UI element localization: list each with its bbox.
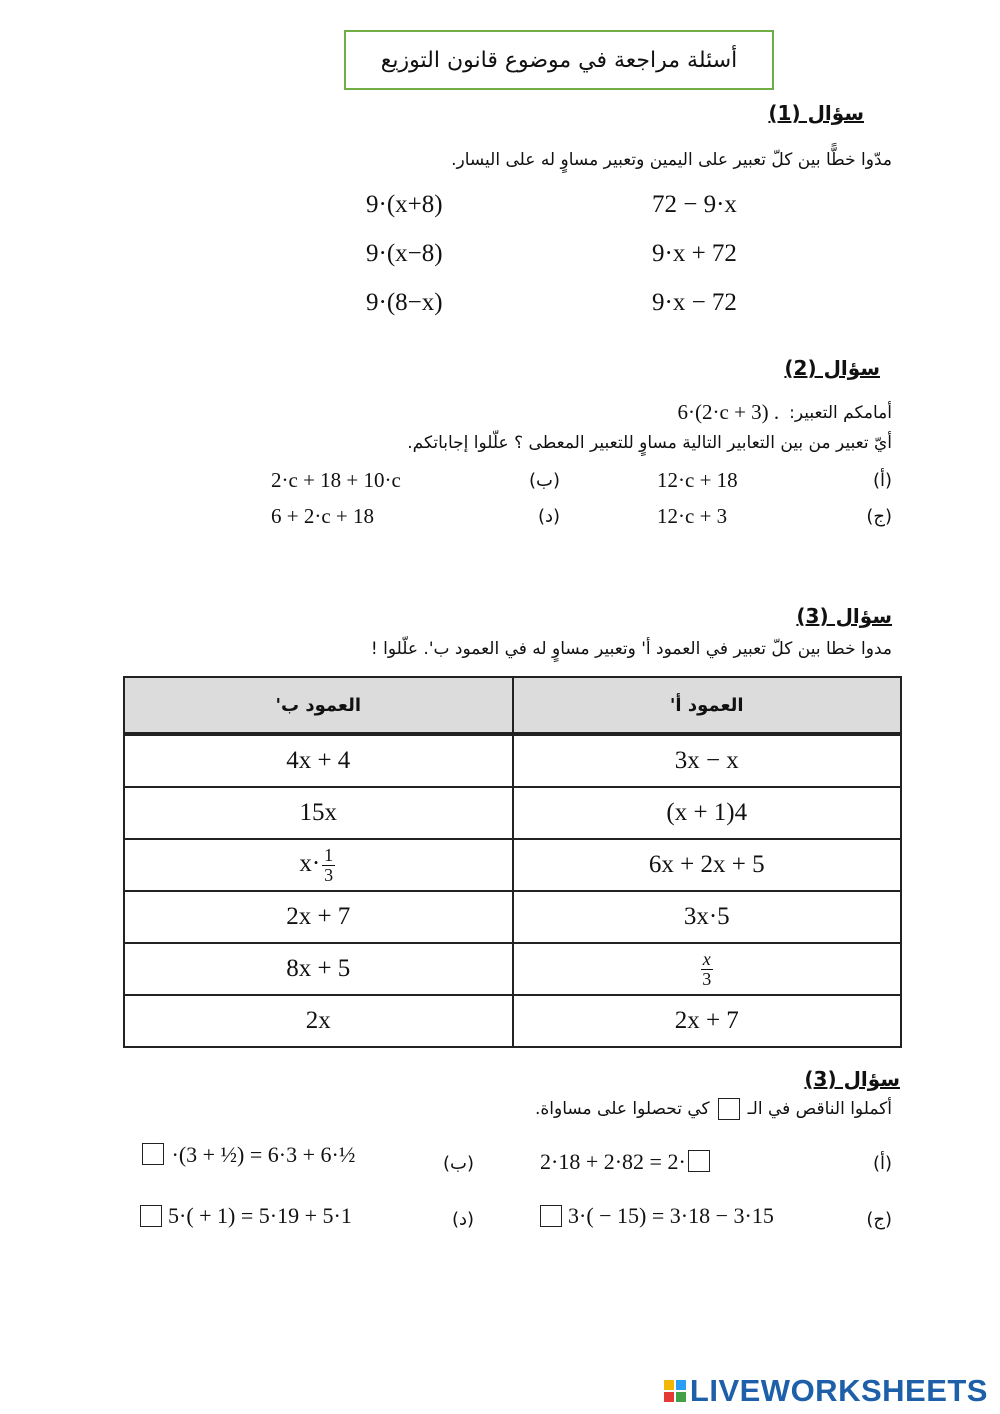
q1-left-expr[interactable]: 9·(x−8) [366,240,443,267]
q2-option-expr: 6 + 2·c + 18 [271,504,375,528]
q4-item-c: 3·( − 15) = 3·18 − 3·15 [538,1203,774,1229]
q2-option-label: (ب) [529,470,560,491]
q2-option-expr: 12·c + 3 [657,504,728,528]
liveworksheets-logo [664,1373,988,1409]
column-b-cell[interactable]: $\frac{1}{3}$ ·x [124,839,513,891]
table-row [124,943,901,995]
brand-name: LIVEWORKSHEETS [689,1373,988,1408]
q2-given-label: أمامكم التعبير: [789,402,892,423]
table-row [124,734,901,787]
column-a-cell[interactable]: 5·3x [513,891,902,943]
empty-box-icon [718,1098,740,1120]
column-a-cell[interactable]: 2x + 7 [513,995,902,1047]
table-row [124,839,901,891]
column-a-cell[interactable]: 6x + 2x + 5 [513,839,902,891]
answer-box[interactable] [140,1205,162,1227]
q1-instruction: مدّوا خطًّا بين كلّ تعبير على اليمين وتعبير مساوٍ له على اليسار. [451,150,892,170]
q4-item-a: 2·18 + 2·82 = 2· [540,1149,712,1175]
logo-grid-icon [664,1380,686,1402]
q4-heading: سؤال (3) [804,1067,900,1091]
column-a-header: العمود أ' [513,677,902,734]
q2-option-expr: 2·c + 18 + 10·c [271,468,401,492]
q4-instruction: أكملوا الناقص في الـ كي تحصلوا على مساواة. [534,1099,892,1119]
q2-option-label: (د) [537,506,560,527]
column-a-cell[interactable]: 3x − x [513,734,902,787]
q1-left-expr[interactable]: 9·(x+8) [366,191,443,218]
q2-heading: سؤال (2) [784,356,880,380]
q3-instruction: مدوا خطا بين كلّ تعبير في العمود أ' وتعبير مساوٍ له في العمود ب'. علّلوا ! [370,639,892,659]
q1-right-expr[interactable]: 9·x − 72 [652,289,737,316]
q3-heading: سؤال (3) [796,604,892,628]
q1-left-expr[interactable]: 9·(8−x) [366,289,443,316]
q4-item-b: ·(3 + ½) = 6·3 + 6·½ [140,1142,355,1168]
column-b-cell[interactable]: 8x + 5 [124,943,513,995]
column-b-header: العمود ب' [124,677,513,734]
column-b-cell[interactable]: 7 + 2x [124,891,513,943]
q4-item-label: (ج) [866,1209,892,1230]
table-row [124,787,901,839]
column-a-cell[interactable]: 4(x + 1) [513,787,902,839]
q2-option-expr: 12·c + 18 [657,468,738,492]
q2-given-expression: 6·(2·c + 3) . [677,400,780,424]
fraction-one-third: $\frac{1}{3}$ [324,844,334,885]
answer-box[interactable] [142,1143,164,1165]
fraction-x-over-three: $\frac{x}{3}$ [702,948,712,989]
q1-right-expr[interactable]: 72 − 9·x [652,191,737,218]
answer-box[interactable] [688,1150,710,1172]
q4-item-label: (ب) [443,1153,474,1174]
q4-item-label: (د) [451,1209,474,1230]
column-b-cell[interactable]: 2x [124,995,513,1047]
q2-question-text: أيّ تعبير من بين التعابير التالية مساوٍ للتعبير المعطى ؟ علّلوا إجاباتكم. [407,433,892,453]
worksheet-title [344,30,774,90]
q4-item-label: (أ) [872,1153,892,1174]
column-b-cell[interactable]: 15x [124,787,513,839]
column-b-cell[interactable]: 4x + 4 [124,734,513,787]
q1-right-expr[interactable]: 9·x + 72 [652,240,737,267]
table-row [124,891,901,943]
column-a-cell[interactable] [513,943,902,995]
q2-option-label: (أ) [872,470,892,491]
q1-heading: سؤال (1) [768,101,864,125]
worksheet-title-text: أسئلة مراجعة في موضوع قانون التوزيع [380,47,738,73]
q4-item-d: 5·( + 1) = 5·19 + 5·1 [138,1203,352,1229]
table-row [124,995,901,1047]
answer-box[interactable] [540,1205,562,1227]
matching-table [123,676,902,1048]
q2-option-label: (ج) [866,506,892,527]
q2-given-line [678,400,892,425]
